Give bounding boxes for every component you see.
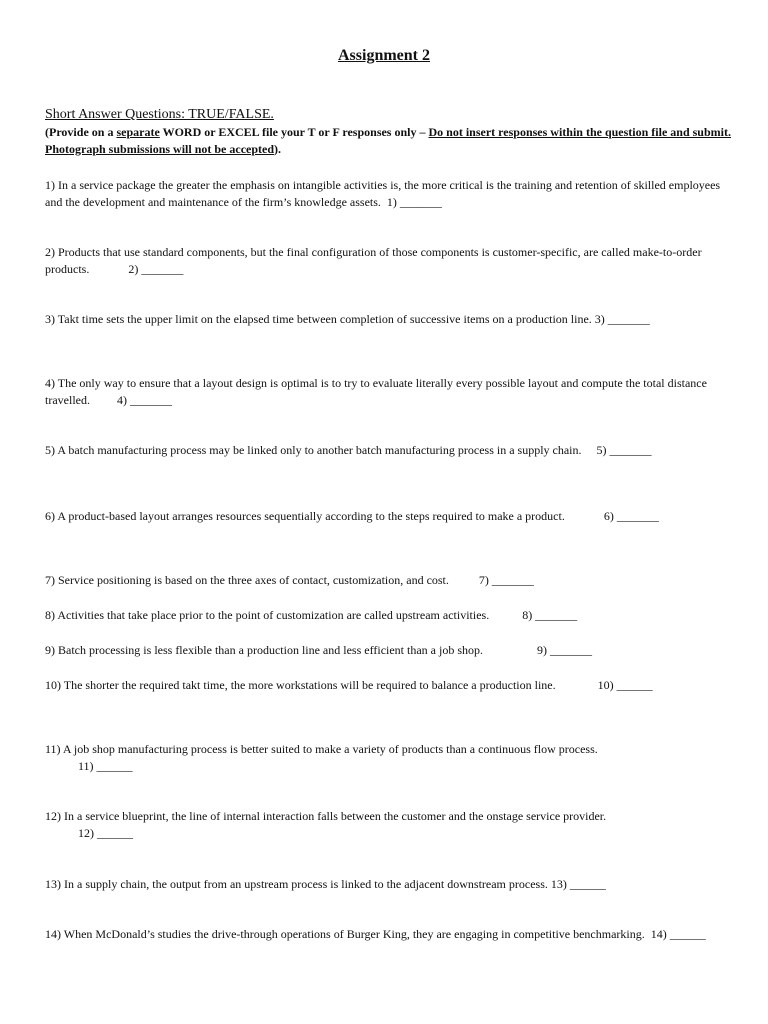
question-3: 3) Takt time sets the upper limit on the elapsed time between completion of successive items on a production line. 3) _______ <box>45 312 650 326</box>
instructions-part1: (Provide on a <box>45 125 117 139</box>
question-13: 13) In a supply chain, the output from an upstream process is linked to the adjacent downstream process. 13) ______ <box>45 877 606 891</box>
question-2: 2) Products that use standard components, but the final configuration of those components is customer-specific, are called make-to-order products. 2) _______ <box>45 245 705 276</box>
question-5: 5) A batch manufacturing process may be linked only to another batch manufacturing process in a supply chain. 5) _______ <box>45 443 652 457</box>
question-12: 12) In a service blueprint, the line of internal interaction falls between the customer and the onstage service provider. 12) ______ <box>45 809 607 840</box>
instructions <box>45 124 735 158</box>
question-6: 6) A product-based layout arranges resources sequentially according to the steps required to make a product. 6) _______ <box>45 509 659 523</box>
question-11: 11) A job shop manufacturing process is better suited to make a variety of products than a continuous flow process. 11) ______ <box>45 742 598 773</box>
instructions-separate: separate <box>116 125 160 139</box>
question-8: 8) Activities that take place prior to the point of customization are called upstream activities. 8) _______ <box>45 608 578 622</box>
question-1: 1) In a service package the greater the emphasis on intangible activities is, the more critical is the training and retention of skilled employees and the development and maintenance of the firm’s knowledge assets. 1) _______ <box>45 178 724 209</box>
question-4: 4) The only way to ensure that a layout design is optimal is to try to evaluate literally every possible layout and compute the total distance travelled. 4) _______ <box>45 376 710 407</box>
page-title: Assignment 2 <box>337 47 430 64</box>
question-7: 7) Service positioning is based on the three axes of contact, customization, and cost. 7) _______ <box>45 573 534 587</box>
question-14: 14) When McDonald’s studies the drive-through operations of Burger King, they are engaging in competitive benchmarking. 14) ______ <box>45 927 706 941</box>
question-10: 10) The shorter the required takt time, the more workstations will be required to balance a production line. 10) ______ <box>45 678 653 692</box>
instructions-part3: ). <box>274 142 282 156</box>
section-heading: Short Answer Questions: TRUE/FALSE. <box>45 107 274 122</box>
instructions-part2: WORD or EXCEL file your T or F responses only – <box>159 125 429 139</box>
question-9: 9) Batch processing is less flexible than a production line and less efficient than a job shop. 9) _______ <box>45 643 593 657</box>
instructions-underlined: Do not insert responses within the question file and submit. Photograph submissions will not be accepted <box>45 125 731 156</box>
